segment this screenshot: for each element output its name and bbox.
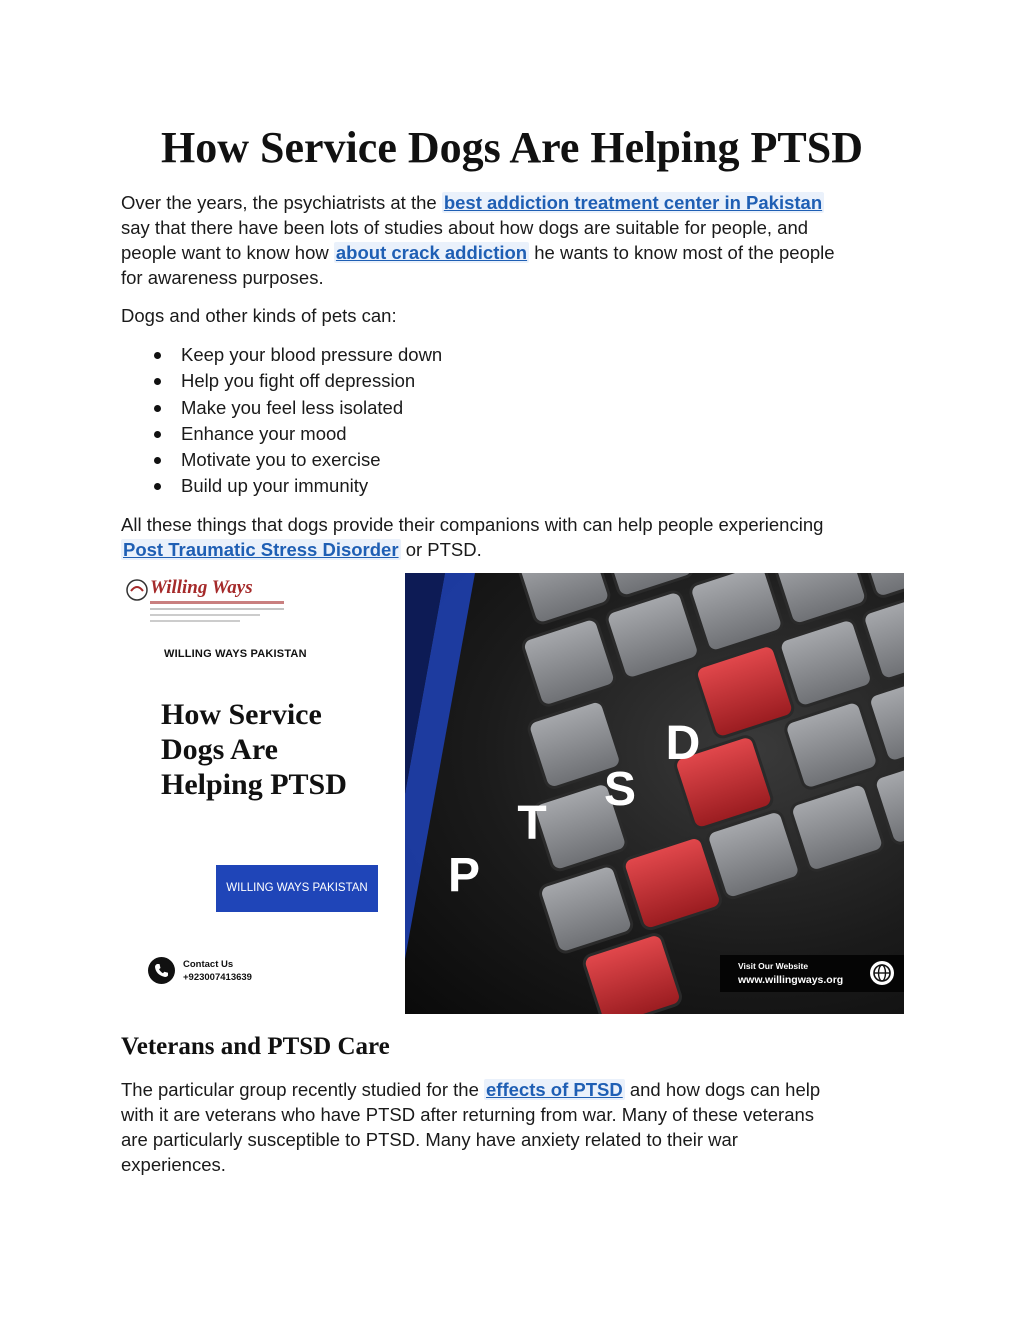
banner-brand-label: WILLING WAYS PAKISTAN <box>164 648 307 660</box>
banner-title-line: Helping PTSD <box>161 768 347 801</box>
website-label: Visit Our Website <box>738 961 809 971</box>
intro-text: Over the years, the psychiatrists at the <box>121 192 442 213</box>
intro-text: people want to know how <box>121 242 334 263</box>
intro-text: he wants to know most of the people <box>529 242 835 263</box>
link-about-crack-addiction[interactable]: about crack addiction <box>335 242 528 263</box>
veterans-text: are particularly susceptible to PTSD. Many have anxiety related to their war <box>121 1129 738 1150</box>
banner-title <box>161 697 421 802</box>
logo-text: Willing Ways <box>150 577 253 598</box>
list-item: Build up your immunity <box>121 473 442 499</box>
contact-number: +923007413639 <box>183 972 252 983</box>
list-item: Make you feel less isolated <box>121 395 442 421</box>
summary-text: All these things that dogs provide their companions with can help people experiencing <box>121 514 824 535</box>
veterans-text: with it are veterans who have PTSD after returning from war. Many of these veterans <box>121 1104 815 1125</box>
key-letter: P <box>447 849 481 902</box>
phone-icon <box>148 957 175 984</box>
list-item: Keep your blood pressure down <box>121 342 442 368</box>
logo-fine-print <box>150 614 260 616</box>
summary-paragraph <box>121 512 911 562</box>
veterans-paragraph <box>121 1077 911 1177</box>
intro-paragraph <box>121 190 911 290</box>
logo-mark-icon <box>126 579 148 601</box>
keyboard-keys <box>405 573 904 1014</box>
key-letter: S <box>603 763 637 816</box>
banner-contact <box>148 957 348 993</box>
key-letter: T <box>517 797 547 850</box>
list-item: Help you fight off depression <box>121 368 442 394</box>
willing-ways-logo <box>126 577 286 627</box>
banner-title-line: Dogs Are <box>161 733 278 766</box>
website-url: www.willingways.org <box>738 974 844 986</box>
link-post-traumatic-stress-disorder[interactable]: Post Traumatic Stress Disorder <box>123 539 399 560</box>
veterans-text: experiences. <box>121 1154 226 1175</box>
link-effects-of-ptsd[interactable]: effects of PTSD <box>486 1079 623 1100</box>
key-letter: D <box>665 717 701 770</box>
link-best-addiction-treatment-center[interactable]: best addiction treatment center in Pakistan <box>443 192 823 213</box>
benefits-list <box>121 342 442 500</box>
logo-divider <box>150 601 284 604</box>
page-title: How Service Dogs Are Helping PTSD <box>161 123 863 172</box>
section-heading: Veterans and PTSD Care <box>121 1033 390 1060</box>
list-item: Motivate you to exercise <box>121 447 442 473</box>
list-item: Enhance your mood <box>121 421 442 447</box>
article-banner-image <box>120 573 904 1014</box>
veterans-text: and how dogs can help <box>624 1079 821 1100</box>
logo-fine-print <box>150 608 284 610</box>
globe-icon <box>870 961 894 985</box>
banner-title-line: How Service <box>161 698 322 731</box>
intro-text: say that there have been lots of studies about how dogs are suitable for people, and <box>121 217 809 238</box>
intro-text: for awareness purposes. <box>121 267 324 288</box>
banner-brand-box: WILLING WAYS PAKISTAN <box>216 865 378 912</box>
veterans-text: The particular group recently studied for the <box>121 1079 484 1100</box>
contact-label: Contact Us <box>183 959 234 970</box>
summary-text: or PTSD. <box>400 539 482 560</box>
keyboard-photo <box>405 573 904 1014</box>
logo-fine-print <box>150 620 240 622</box>
list-intro: Dogs and other kinds of pets can: <box>121 305 397 326</box>
